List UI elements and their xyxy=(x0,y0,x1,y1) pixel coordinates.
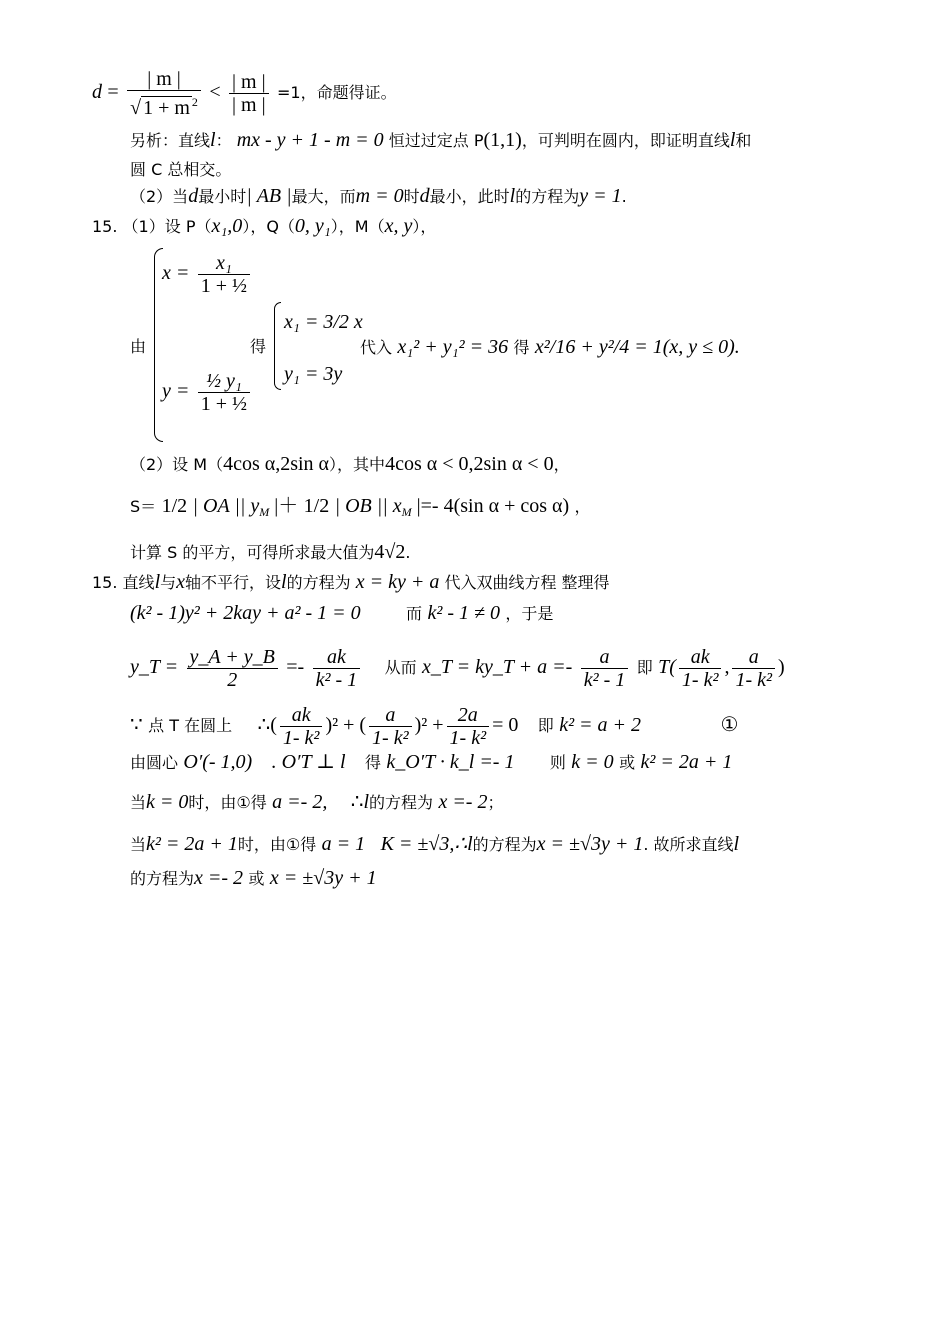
fraction-ak xyxy=(313,646,361,691)
perpendicular: . O′T ⊥ l xyxy=(271,751,346,773)
equation-x: x =- 2 xyxy=(194,867,244,889)
text: 的方程为 xyxy=(515,187,580,206)
subscript: M xyxy=(401,505,412,519)
equation-k2: k² = a + 2 xyxy=(559,714,642,736)
text: 即 xyxy=(537,716,554,735)
frac-denominator: 1 + ½ xyxy=(200,393,248,415)
problem-15-part-1 xyxy=(92,214,436,239)
fraction-y1 xyxy=(198,370,250,415)
half: 1/2 xyxy=(303,495,330,517)
half: 1/2 xyxy=(161,495,188,517)
text: 或 xyxy=(248,869,265,888)
a-value: a = 1 xyxy=(321,833,366,855)
text: 计算 S 的平方，可得所求最大值为 xyxy=(130,543,375,562)
text: 时，由①得 xyxy=(237,835,317,854)
line-conclusion xyxy=(92,68,397,119)
frac-numerator: | m | xyxy=(127,68,201,91)
k-value: K = ±√3,∴ xyxy=(380,833,468,855)
equation-y1: y = 1 xyxy=(579,185,622,207)
sqrt-content: 1 + m xyxy=(143,97,190,119)
text: 圆 C 总相交。 xyxy=(130,160,232,179)
equation-quadratic: (k² - 1)y² + 2kay + a² - 1 = 0 xyxy=(130,602,361,624)
point-t: T( xyxy=(658,656,676,678)
var-l: l xyxy=(363,791,370,813)
text: 或 xyxy=(619,753,636,772)
conclusion-text: =1，命题得证。 xyxy=(277,83,397,102)
var-l: l xyxy=(467,833,473,855)
result-y1: y₁ = 3y xyxy=(284,363,343,385)
substitution-line xyxy=(360,335,740,360)
frac-denominator: √ 1 + m $^2$ xyxy=(130,95,198,119)
label-you: 由 xyxy=(130,337,147,356)
text: 与 xyxy=(160,573,177,592)
condition: 4cos α < 0,2sin α < 0 xyxy=(385,453,554,475)
text: 即 xyxy=(636,658,653,677)
equation-x: x = ±√3y + 1 xyxy=(536,833,644,855)
var-y: y = xyxy=(162,380,190,402)
system-row-x xyxy=(162,252,253,297)
subscript: M xyxy=(259,505,270,519)
problem-number: 15. xyxy=(92,573,118,592)
frac-numerator: 2a xyxy=(447,704,490,727)
center-line xyxy=(130,750,732,775)
frac-denominator: k² - 1 xyxy=(583,669,626,691)
result-x1: x₁ = 3/2 x xyxy=(284,311,363,333)
text: . 故所求直线 xyxy=(643,835,734,854)
equation-ellipse: x²/16 + y²/4 = 1(x, y ≤ 0). xyxy=(534,336,740,358)
text: ，于是 xyxy=(505,604,554,623)
var-x: x = xyxy=(162,262,190,284)
text: 则 xyxy=(549,753,566,772)
final-answer-line xyxy=(130,866,377,891)
k-squared: k² = 2a + 1 xyxy=(640,751,733,773)
fraction-a-t xyxy=(732,646,775,691)
k-squared: k² = 2a + 1 xyxy=(146,833,238,855)
text: ）， xyxy=(412,217,437,236)
text: 最大，而 xyxy=(291,187,356,206)
term-oa: | OA || y xyxy=(192,495,260,517)
text: . xyxy=(621,187,627,206)
frac-denominator: 1 + ½ xyxy=(200,275,248,297)
text: ），M（ xyxy=(330,217,385,236)
point-p: (1,1) xyxy=(483,129,522,151)
text: 而 xyxy=(406,604,423,623)
fraction-3 xyxy=(447,704,490,749)
var-yt: y_T = xyxy=(130,656,179,678)
point-p: x₁,0 xyxy=(211,215,243,237)
text: 轴不平行，设 xyxy=(185,573,282,592)
text: . xyxy=(405,543,411,562)
line-circle-intersect xyxy=(130,158,231,182)
text: 和 xyxy=(735,131,752,150)
text: （2）设 M（ xyxy=(130,455,224,474)
text: |=- 4(sin α + cos α) xyxy=(411,495,570,517)
point-m: x, y xyxy=(384,215,413,237)
text: ， xyxy=(574,497,591,516)
equals-sign: = xyxy=(107,81,119,103)
frac-denominator: k² - 1 xyxy=(315,669,358,691)
text: ， xyxy=(553,455,570,474)
result-brace xyxy=(274,302,281,390)
frac-numerator: y_A + y_B xyxy=(187,646,278,669)
text: 的方程为 xyxy=(369,793,434,812)
system-row-y xyxy=(162,370,253,415)
var-l: l xyxy=(733,833,740,855)
fraction-1 xyxy=(280,704,323,749)
text: 从而 xyxy=(384,658,417,677)
text: 恒过过定点 P xyxy=(388,131,484,150)
text: 另析：直线 xyxy=(130,131,211,150)
text: 由圆心 xyxy=(130,753,179,772)
frac-denominator: 1- k² xyxy=(282,727,320,749)
line-part-2 xyxy=(130,184,627,209)
therefore-symbol: ∴( xyxy=(257,714,277,736)
k-zero: k = 0 xyxy=(146,791,189,813)
text: )² + ( xyxy=(325,714,367,736)
text: 时 xyxy=(403,187,420,206)
text: 代入 xyxy=(360,338,393,357)
frac-numerator: x₁ xyxy=(198,252,250,275)
segment-ab: | AB | xyxy=(246,185,292,207)
frac-denominator: 2 xyxy=(227,669,238,691)
max-value: 4√2 xyxy=(374,541,406,563)
frac-denominator: 1- k² xyxy=(735,669,772,691)
var-d: d xyxy=(92,81,102,103)
line-alt-analysis xyxy=(130,128,751,153)
text: = 0 xyxy=(492,714,519,736)
because-symbol: ∵ xyxy=(130,714,143,736)
fraction-m-over-sqrt xyxy=(127,68,201,119)
fraction-x1 xyxy=(198,252,250,297)
condition: k² - 1 ≠ 0 xyxy=(427,602,500,624)
text: , xyxy=(724,656,730,678)
problem-number: 15. xyxy=(92,217,118,236)
center-point: O′(- 1,0) xyxy=(183,751,253,773)
text: 最小，此时 xyxy=(429,187,510,206)
frac-numerator: a xyxy=(581,646,629,669)
text: )² + xyxy=(414,714,444,736)
text: 当 xyxy=(130,835,147,854)
condition-m0: m = 0 xyxy=(355,185,404,207)
problem-15-part-2 xyxy=(130,452,570,477)
var-xt: x_T = ky_T + a =- xyxy=(422,656,573,678)
frac-denominator: | m | xyxy=(232,94,266,116)
area-formula xyxy=(130,494,591,524)
text: 点 T 在圆上 xyxy=(148,716,233,735)
frac-numerator: ak xyxy=(280,704,323,727)
text: （2）当 xyxy=(130,187,189,206)
frac-denominator: 1- k² xyxy=(449,727,487,749)
equation-circle: x₁² + y₁² = 36 xyxy=(397,336,509,358)
frac-numerator: | m | xyxy=(229,71,269,94)
var-l: l xyxy=(281,571,287,593)
fraction-ak-t xyxy=(679,646,722,691)
equation-x: x = ±√3y + 1 xyxy=(269,867,377,889)
text: 的方程为 xyxy=(130,869,195,888)
text: 当 xyxy=(130,793,147,812)
problem-15-hyperbola xyxy=(92,570,610,595)
circled-one-marker: ① xyxy=(720,714,739,736)
text: ），Q（ xyxy=(242,217,295,236)
text: ，可判明在圆内，即证明直线 xyxy=(521,131,730,150)
point-q: 0, y₁ xyxy=(294,215,331,237)
text: 得 xyxy=(513,338,530,357)
frac-numerator: a xyxy=(369,704,412,727)
k-zero: k = 0 xyxy=(571,751,614,773)
midpoint-line xyxy=(130,646,785,691)
case-k0-line xyxy=(130,790,504,815)
var-x: x xyxy=(176,571,186,593)
label-de: 得 xyxy=(250,337,267,356)
frac-denominator: 1- k² xyxy=(372,727,409,749)
fraction-a xyxy=(581,646,629,691)
text: （1）设 P（ xyxy=(122,217,212,236)
equation-x: x =- 2 xyxy=(438,791,488,813)
equation-line: mx - y + 1 - m = 0 xyxy=(236,129,384,151)
less-than-sign: < xyxy=(209,81,221,103)
case-k2-line xyxy=(130,832,739,857)
text: S＝ xyxy=(130,497,157,516)
text: 的方程为 xyxy=(286,573,351,592)
text: 直线 xyxy=(122,573,155,592)
a-value: a =- 2, xyxy=(272,791,328,813)
text: 的方程为 xyxy=(472,835,537,854)
frac-numerator: ak xyxy=(679,646,722,669)
equation-line: x = ky + a xyxy=(355,571,440,593)
fraction-m-over-m xyxy=(229,71,269,116)
var-d: d xyxy=(419,185,430,207)
max-value-line xyxy=(130,540,410,565)
var-l: l xyxy=(210,129,216,151)
frac-numerator: ak xyxy=(313,646,361,669)
text: ) xyxy=(778,656,785,678)
var-l: l xyxy=(154,571,161,593)
text: =- xyxy=(286,656,305,678)
var-l: l xyxy=(729,129,736,151)
fraction-ya-yb xyxy=(187,646,278,691)
quadratic-line xyxy=(130,601,553,626)
circle-condition-line xyxy=(130,704,738,749)
frac-numerator: ½ y₁ xyxy=(198,370,250,393)
text: 最小时 xyxy=(198,187,247,206)
term-ob: | OB || x xyxy=(334,495,402,517)
frac-denominator: 1- k² xyxy=(681,669,719,691)
var-d: d xyxy=(188,185,199,207)
fraction-2 xyxy=(369,704,412,749)
text: 代入双曲线方程 整理得 xyxy=(444,573,610,592)
text: ），其中 xyxy=(329,455,386,474)
frac-numerator: a xyxy=(732,646,775,669)
var-l: l xyxy=(509,185,516,207)
slope-product: k_O′T · k_l =- 1 xyxy=(386,751,515,773)
text: ； xyxy=(487,793,504,812)
text: 时，由①得 xyxy=(188,793,267,812)
text: ： xyxy=(215,131,232,150)
text: 得 xyxy=(365,753,382,772)
point-m: 4cos α,2sin α xyxy=(223,453,330,475)
therefore-symbol: ∴ xyxy=(350,791,364,813)
text: |＋ xyxy=(269,495,299,517)
